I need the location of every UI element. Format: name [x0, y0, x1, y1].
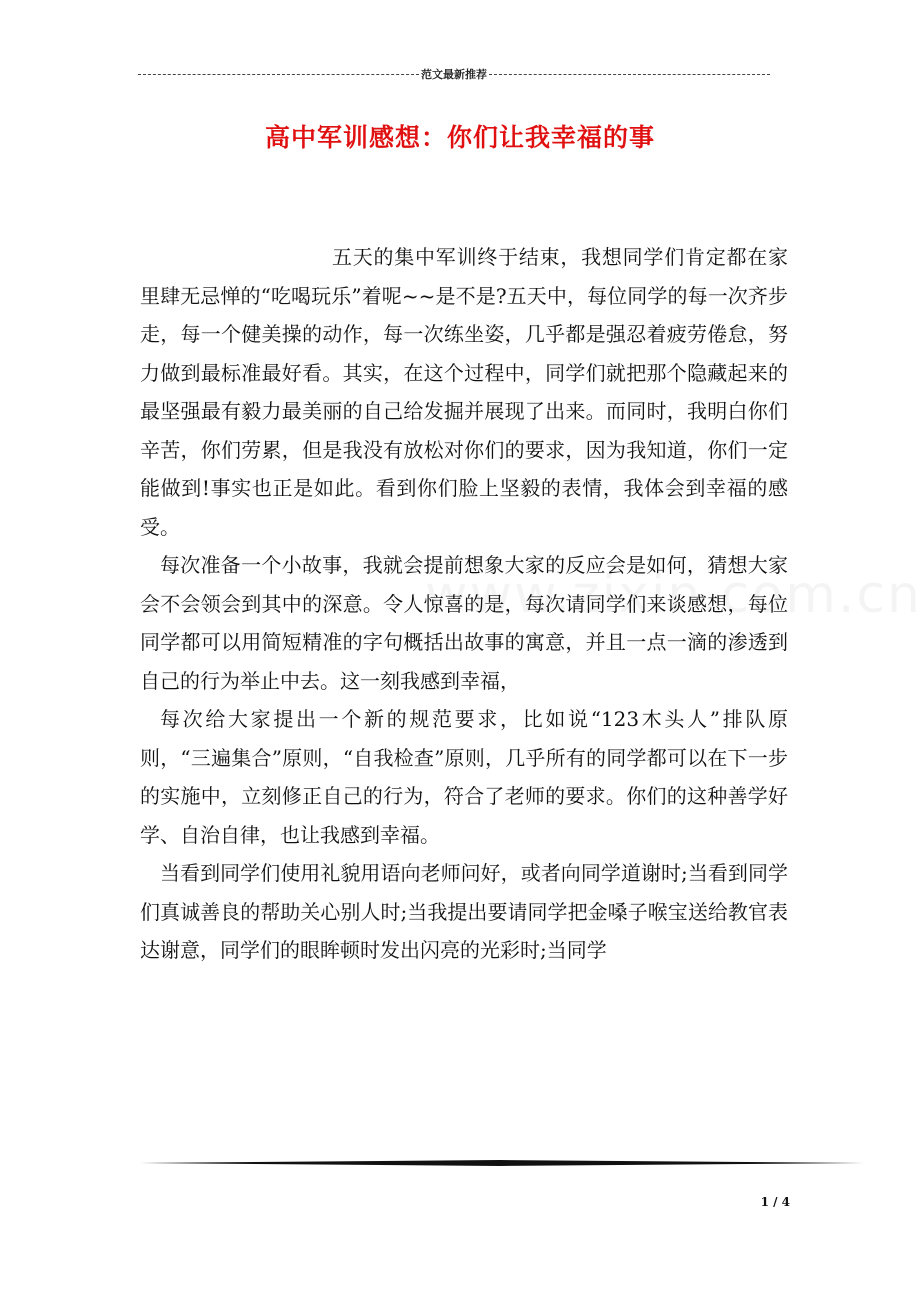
paragraph-2: 每次准备一个小故事，我就会提前想象大家的反应会是如何，猜想大家会不会领会到其中的深意。令人惊喜的是，每次请同学们来谈感想，每位同学都可以用简短精准的字句概括出故事的寓意，并且一点一滴的渗透到自己的行为举止中去。这一刻我感到幸福，	[140, 553, 788, 693]
page-number: 1 / 4	[760, 1195, 790, 1209]
footer-rule	[140, 1160, 864, 1166]
header-dash-right	[489, 74, 770, 75]
document-body	[140, 238, 788, 970]
paragraph-3: 每次给大家提出一个新的规范要求，比如说“123木头人”排队原则，“三遍集合”原则，“自我检查”原则，几乎所有的同学都可以在下一步的实施中，立刻修正自己的行为，符合了老师的要求。你们的这种善学好学、自治自律，也让我感到幸福。	[140, 707, 788, 847]
document-title: 高中军训感想：你们让我幸福的事	[264, 123, 655, 152]
page-header	[138, 66, 770, 82]
header-label: 范文最新推荐	[421, 68, 487, 81]
paragraph-1: 五天的集中军训终于结束，我想同学们肯定都在家里肆无忌惮的“吃喝玩乐”着呢~~是不是?五天中，每位同学的每一次齐步走，每一个健美操的动作，每一次练坐姿，几乎都是强忍着疲劳倦怠，努力做到最标准最好看。其实，在这个过程中，同学们就把那个隐藏起来的最坚强最有毅力最美丽的自己给发掘并展现了出来。而同时，我明白你们辛苦，你们劳累，但是我没有放松对你们的要求，因为我知道，你们一定能做到!事实也正是如此。看到你们脸上坚毅的表情，我体会到幸福的感受。	[140, 245, 788, 539]
header-dash-left	[138, 74, 419, 75]
paragraph-4: 当看到同学们使用礼貌用语向老师问好，或者向同学道谢时;当看到同学们真诚善良的帮助关心别人时;当我提出要请同学把金嗓子喉宝送给教官表达谢意，同学们的眼眸顿时发出闪亮的光彩时;当同学	[140, 861, 788, 962]
